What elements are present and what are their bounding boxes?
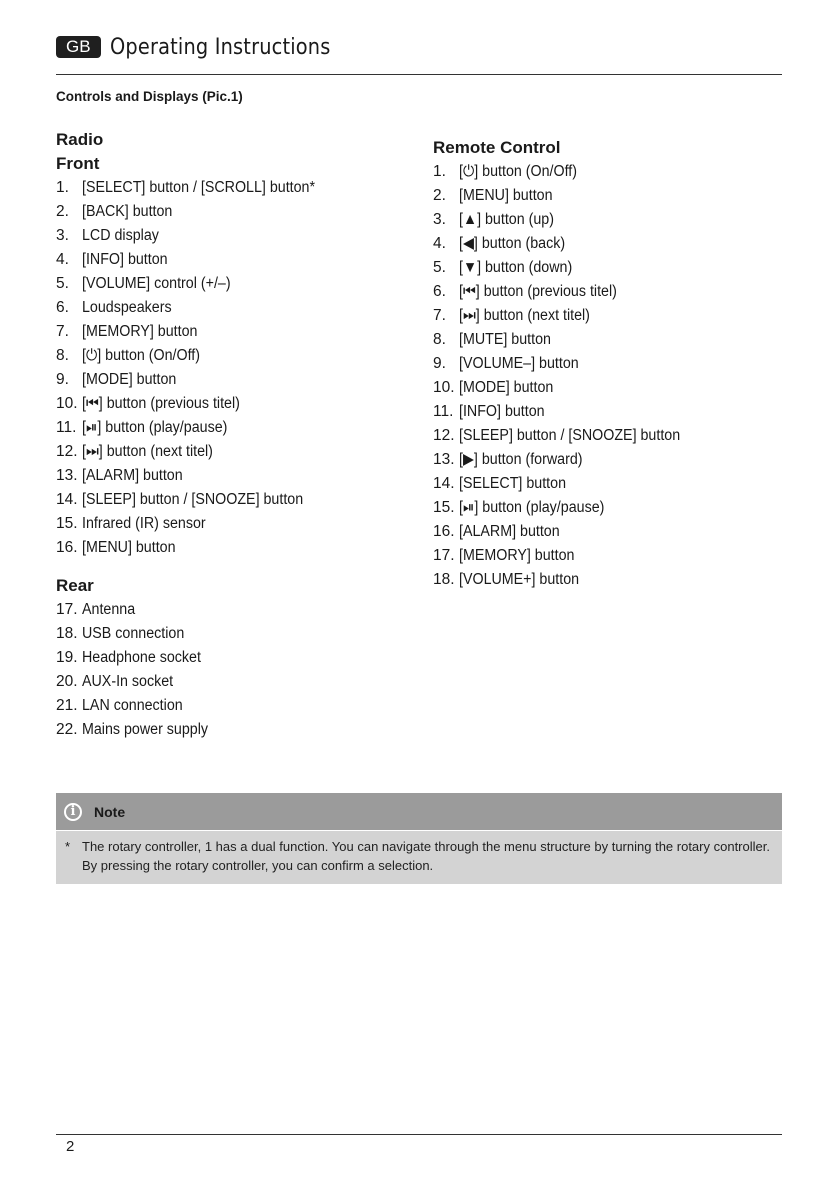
list-item-number: 21. [56, 697, 78, 714]
list-item-text: [⏯] button (play/pause) [82, 419, 228, 436]
list-item [56, 368, 396, 392]
list-item-text: Mains power supply [82, 721, 209, 738]
list-item-number: 8. [433, 331, 446, 348]
list-item-number: 22. [56, 721, 78, 738]
list-item-number: 14. [433, 475, 455, 492]
list-item-text: Headphone socket [82, 649, 201, 666]
list-item [433, 232, 793, 256]
list-item [56, 512, 396, 536]
list-item-text: USB connection [82, 625, 185, 642]
list-item [56, 670, 396, 694]
list-item-number: 17. [56, 601, 78, 618]
list-item-text: [SELECT] button [459, 475, 567, 492]
remote-column [433, 136, 793, 592]
list-item [56, 718, 396, 742]
list-item-text: [SLEEP] button / [SNOOZE] button [459, 427, 681, 444]
page-header [56, 32, 360, 62]
list-item [433, 160, 793, 184]
front-heading: Front [56, 154, 100, 173]
list-item [433, 208, 793, 232]
list-item [56, 296, 396, 320]
list-item [433, 256, 793, 280]
list-item-text: [▲] button (up) [459, 211, 554, 228]
note-header [56, 793, 782, 830]
list-item-number: 3. [56, 227, 69, 244]
list-item-number: 6. [433, 283, 446, 300]
note-body [56, 830, 782, 884]
list-item-text: [⏻] button (On/Off) [459, 163, 578, 180]
list-item-text: Loudspeakers [82, 299, 172, 316]
list-item-text: Infrared (IR) sensor [82, 515, 206, 532]
list-item-text: [INFO] button [459, 403, 545, 420]
list-item [433, 304, 793, 328]
list-item-number: 13. [433, 451, 455, 468]
list-item [56, 488, 396, 512]
list-item [56, 694, 396, 718]
note-box [56, 793, 782, 884]
list-item-number: 8. [56, 347, 69, 364]
list-item-text: [⏭] button (next titel) [82, 443, 213, 460]
list-item-number: 12. [433, 427, 455, 444]
list-item-text: LAN connection [82, 697, 183, 714]
list-item-number: 11. [433, 403, 454, 420]
list-item [433, 520, 793, 544]
list-item-text: Antenna [82, 601, 136, 618]
list-item [433, 184, 793, 208]
list-item [56, 536, 396, 560]
list-item-number: 6. [56, 299, 69, 316]
list-item-number: 10. [433, 379, 455, 396]
list-item [56, 646, 396, 670]
list-item [56, 224, 396, 248]
list-item [56, 176, 396, 200]
list-item-number: 15. [56, 515, 78, 532]
list-item [433, 568, 793, 592]
list-item-number: 3. [433, 211, 446, 228]
list-item-text: [▶] button (forward) [459, 451, 583, 468]
note-text: The rotary controller, 1 has a dual function. You can navigate through the menu structure by turning the rotary controller. By pressing the rotary controller, you can confirm a selection. [82, 839, 770, 873]
list-item-number: 10. [56, 395, 78, 412]
list-item-text: [MODE] button [82, 371, 177, 388]
list-item [56, 598, 396, 622]
list-item [433, 448, 793, 472]
list-item [56, 416, 396, 440]
list-item-text: LCD display [82, 227, 159, 244]
list-item-number: 15. [433, 499, 455, 516]
list-item-number: 5. [56, 275, 69, 292]
info-icon: i [64, 803, 82, 821]
note-label: Note [94, 803, 126, 820]
list-item-text: [VOLUME] control (+/–) [82, 275, 231, 292]
list-item [433, 328, 793, 352]
list-item [56, 440, 396, 464]
list-item [433, 424, 793, 448]
list-item [56, 320, 396, 344]
page-number: 2 [66, 1138, 75, 1155]
list-item-number: 7. [56, 323, 69, 340]
list-item-text: [INFO] button [82, 251, 168, 268]
list-item [433, 400, 793, 424]
list-item-text: [⏭] button (next titel) [459, 307, 590, 324]
list-item-text: [ALARM] button [82, 467, 183, 484]
list-item-number: 4. [433, 235, 446, 252]
list-item [56, 392, 396, 416]
rear-controls-list [56, 598, 396, 742]
list-item-text: [⏯] button (play/pause) [459, 499, 605, 516]
list-item [433, 544, 793, 568]
list-item-text: [SELECT] button / [SCROLL] button* [82, 179, 316, 196]
language-badge: GB [56, 36, 101, 58]
list-item-text: [BACK] button [82, 203, 173, 220]
list-item-text: [⏻] button (On/Off) [82, 347, 201, 364]
list-item-number: 18. [433, 571, 455, 588]
list-item-number: 14. [56, 491, 78, 508]
list-item-number: 19. [56, 649, 78, 666]
list-item-number: 2. [433, 187, 446, 204]
section-title: Controls and Displays (Pic.1) [56, 89, 243, 104]
list-item-text: [VOLUME+] button [459, 571, 580, 588]
list-item-text: [◀] button (back) [459, 235, 566, 252]
front-controls-list [56, 176, 396, 560]
list-item-number: 9. [433, 355, 446, 372]
list-item-number: 4. [56, 251, 69, 268]
list-item-text: [SLEEP] button / [SNOOZE] button [82, 491, 304, 508]
list-item-text: [MEMORY] button [82, 323, 198, 340]
list-item-number: 16. [433, 523, 455, 540]
document-title: Operating Instructions [109, 34, 331, 60]
list-item-text: [MENU] button [459, 187, 553, 204]
list-item-text: [⏮] button (previous titel) [82, 395, 240, 412]
list-item-text: [▼] button (down) [459, 259, 573, 276]
list-item-number: 16. [56, 539, 78, 556]
list-item-text: [MEMORY] button [459, 547, 575, 564]
list-item-number: 11. [56, 419, 77, 436]
footer-divider [56, 1134, 782, 1135]
remote-heading: Remote Control [433, 138, 561, 157]
list-item [56, 622, 396, 646]
list-item-number: 17. [433, 547, 455, 564]
list-item-text: [ALARM] button [459, 523, 560, 540]
list-item [56, 464, 396, 488]
radio-heading: Radio [56, 130, 104, 149]
list-item-number: 18. [56, 625, 78, 642]
list-item-text: [VOLUME–] button [459, 355, 579, 372]
list-item-text: [MODE] button [459, 379, 554, 396]
list-item-text: [⏮] button (previous titel) [459, 283, 617, 300]
rear-heading: Rear [56, 576, 94, 595]
list-item [433, 280, 793, 304]
list-item-text: [MENU] button [82, 539, 176, 556]
list-item [433, 376, 793, 400]
list-item-number: 20. [56, 673, 78, 690]
list-item [56, 248, 396, 272]
list-item-number: 12. [56, 443, 78, 460]
list-item-number: 5. [433, 259, 446, 276]
list-item [433, 472, 793, 496]
remote-controls-list [433, 160, 793, 592]
header-divider [56, 74, 782, 75]
list-item [56, 272, 396, 296]
list-item [433, 352, 793, 376]
list-item [433, 496, 793, 520]
list-item-text: AUX-In socket [82, 673, 174, 690]
list-item-text: [MUTE] button [459, 331, 551, 348]
radio-column [56, 128, 396, 742]
list-item-number: 9. [56, 371, 69, 388]
list-item-number: 7. [433, 307, 446, 324]
note-asterisk: * [65, 839, 71, 854]
list-item-number: 1. [433, 163, 446, 180]
list-item-number: 13. [56, 467, 78, 484]
list-item-number: 2. [56, 203, 69, 220]
list-item [56, 200, 396, 224]
list-item-number: 1. [56, 179, 69, 196]
list-item [56, 344, 396, 368]
